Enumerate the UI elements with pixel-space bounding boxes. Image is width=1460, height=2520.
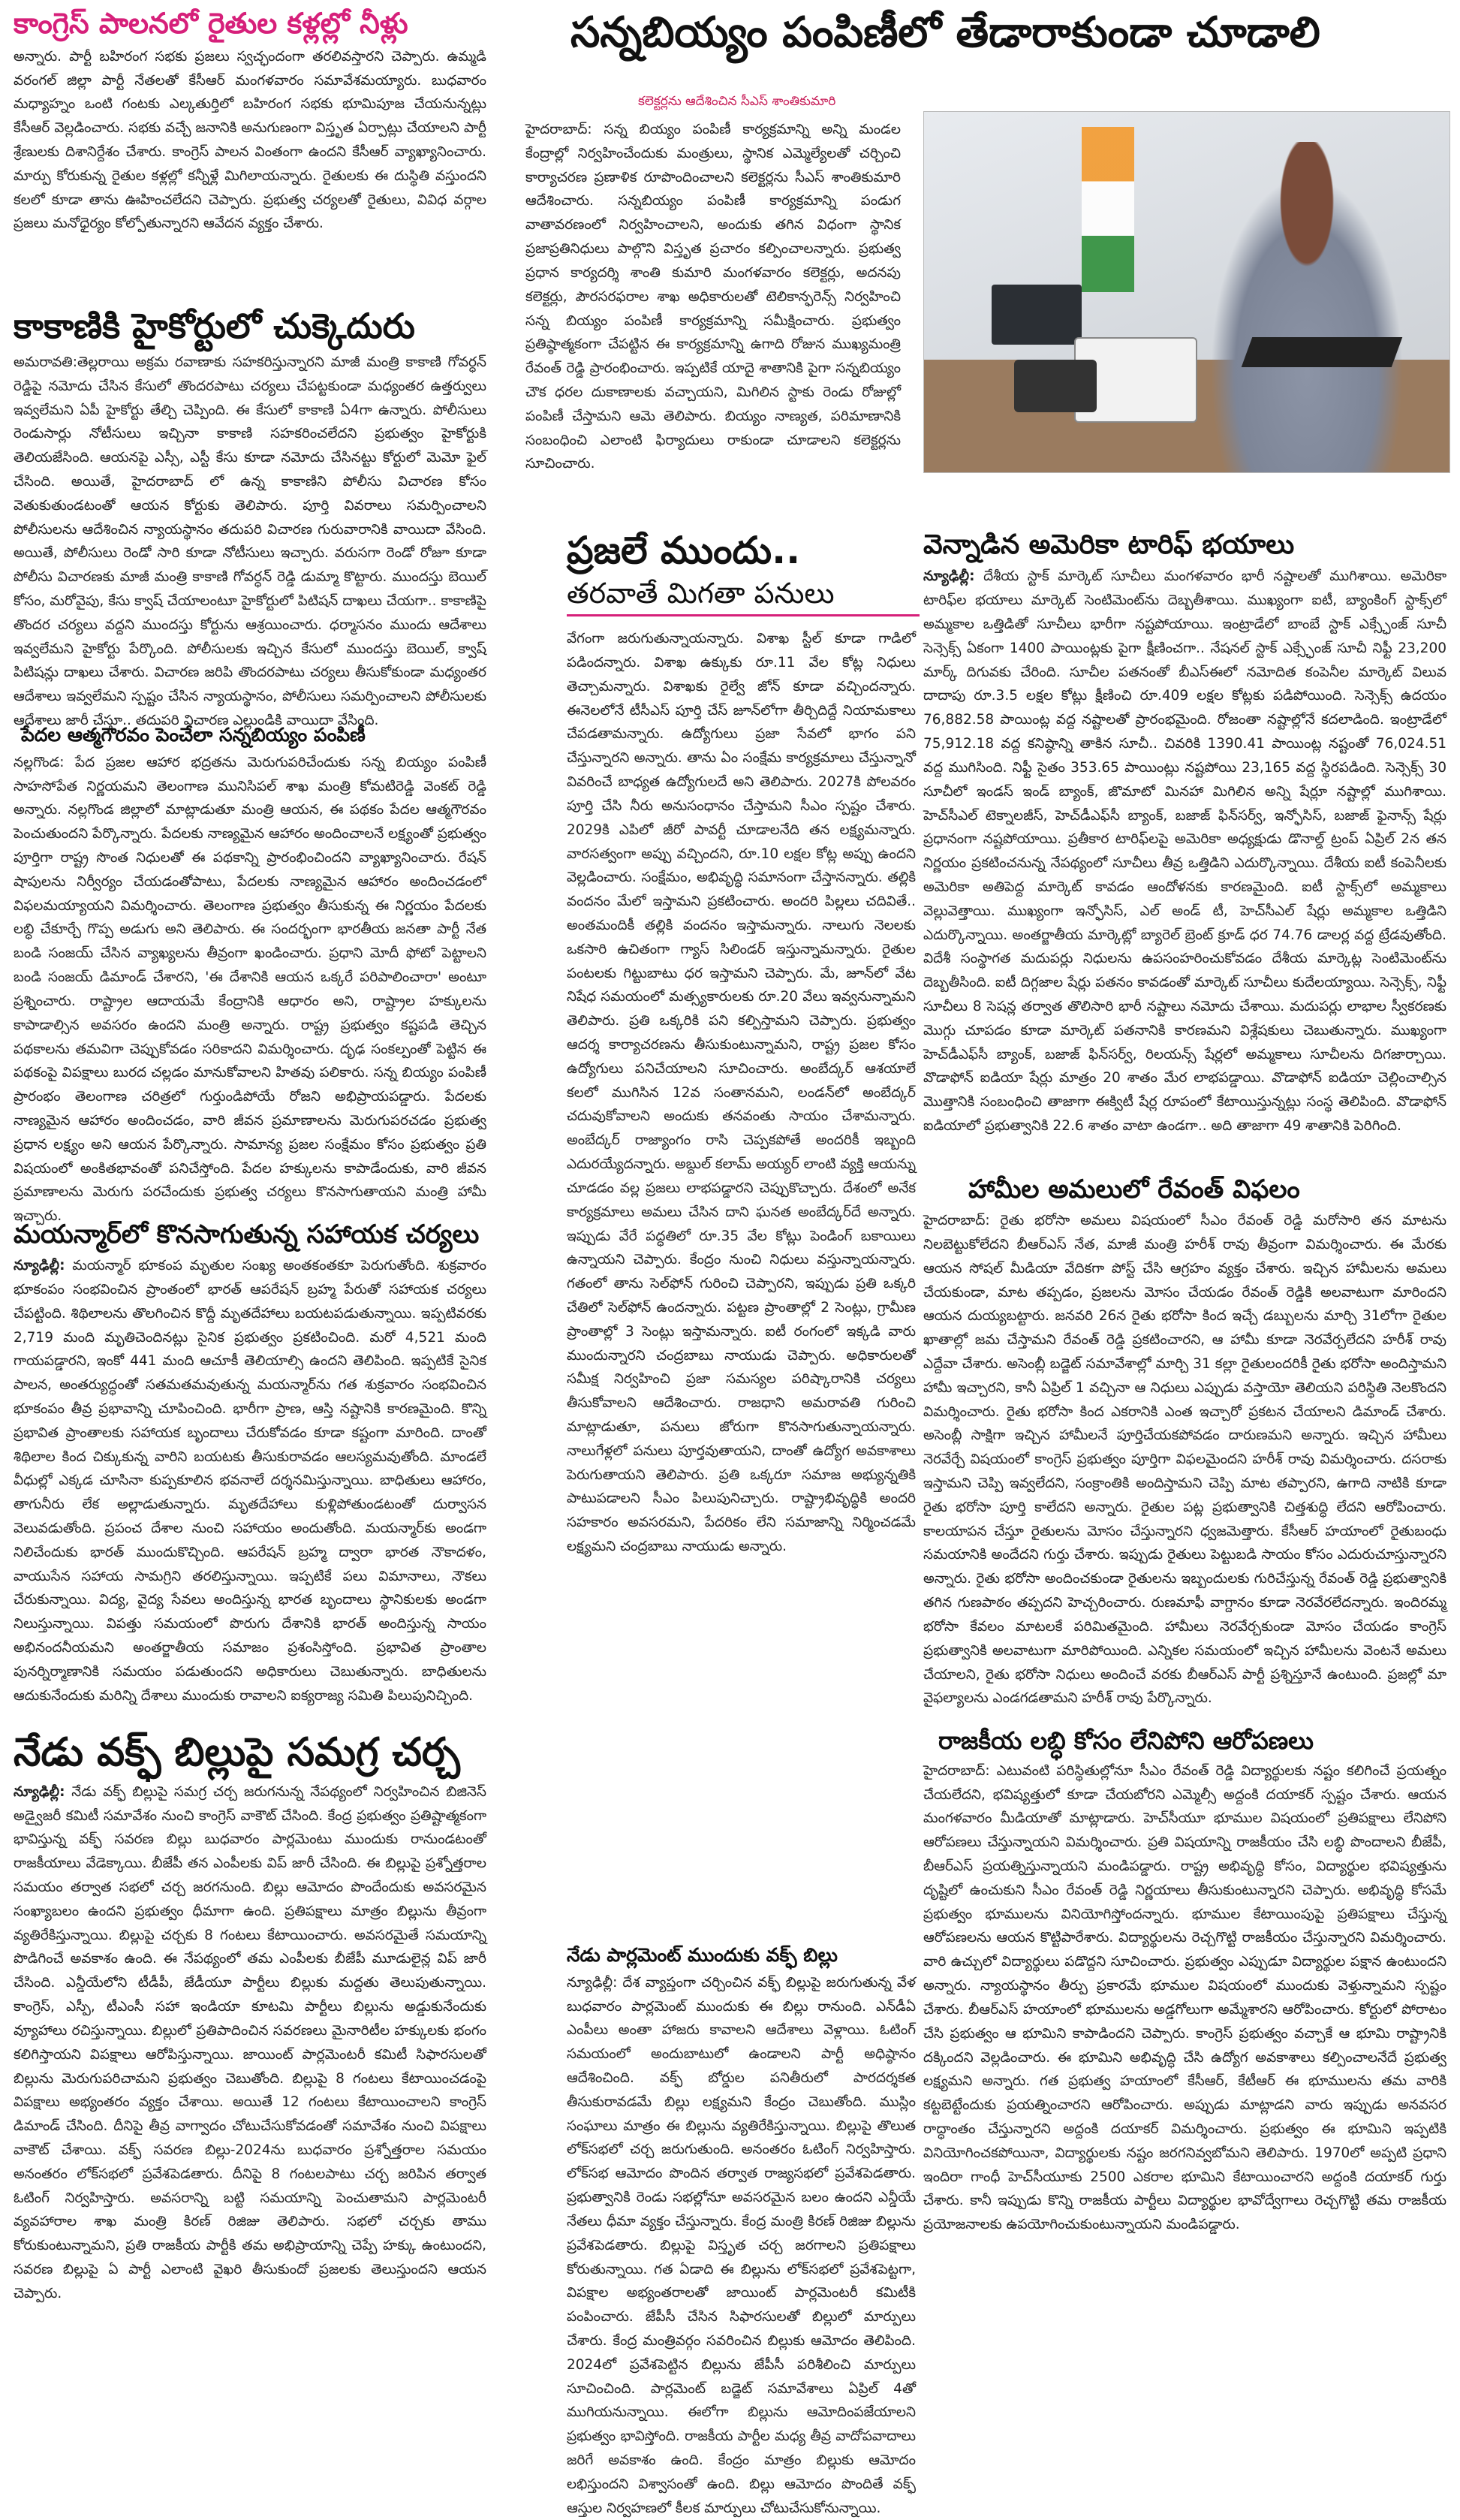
- article-headline: హామీల అమలులో రేవంత్ విఫలం: [968, 1174, 1300, 1204]
- right-column: [901, 0, 1446, 2267]
- article-dateline: న్యూఢిల్లీ:: [14, 1258, 65, 1274]
- article-kakani-highcourt: [14, 306, 486, 733]
- article-body: హైదరాబాద్: సన్న బియ్యం పంపిణీ కార్యక్రమాన్ని అన్ని మండల కేంద్రాల్లో నిర్వహించేందుకు మంత్రులు, స్థానిక ఎమ్మెల్యేలతో చర్చించి కార్యాచరణ ప్రణాళిక రూపొందించాలని కలెక్టర్లను సీఎస్ శాంతికుమారి ఆదేశించారు. సన్నబియ్యం పంపిణీ కార్యక్రమాన్ని పండుగ వాతావరణంలో నిర్వహించాలని, అందుకు తగిన విధంగా స్థానిక ప్రజాప్రతినిధులు పాల్గొని విస్తృత ప్రచారం కల్పించాలన్నారు. ప్రభుత్వ ప్రధాన కార్యదర్శి శాంతి కుమారి మంగళవారం కలెక్టర్లు, అదనపు కలెక్టర్లు, పౌరసరఫరాల శాఖ అధికారులతో టెలికాన్ఫరెన్స్ నిర్వహించి సన్న బియ్యం పంపిణీ కార్యక్రమాన్ని సమీక్షించారు. ప్రభుత్వం ప్రతిష్ఠాత్మకంగా చేపట్టిన ఈ కార్యక్రమాన్ని ఉగాది రోజున ముఖ్యమంత్రి రేవంత్ రెడ్డి ప్రారంభించారు. ఇప్పటికే యాదై శాతానికి పైగా సన్నబియ్యం చౌక ధరల దుకాణాలకు వచ్చాయని, మిగిలిన స్టాకు రెండు రోజుల్లో పంపిణీ చేస్తామని ఆమె తెలిపారు. బియ్యం నాణ్యత, పరిమాణానికి సంబంధించి ఎలాంటి ఫిర్యాదులు రాకుండా చూడాలని కలెక్టర్లను సూచించారు.: [525, 122, 901, 472]
- article-headline: రాజకీయ లబ్ధి కోసం లేనిపోని ఆరోపణలు: [938, 1726, 1314, 1755]
- article-body: హైదరాబాద్: రైతు భరోసా అమలు విషయంలో సీఎం రేవంత్ రెడ్డి మరోసారి తన మాటను నిలబెట్టుకోలేదని బీఆర్ఎస్ నేత, మాజీ మంత్రి హరీశ్ రావు తీవ్రంగా విమర్శించారు. ఈ మేరకు ఆయన సోషల్ మీడియా వేదికగా పోస్ట్ చేసి ఆగ్రహం వ్యక్తం చేశారు. ఇచ్చిన హామీలను అమలు చేయకుండా, మాట తప్పడం, ప్రజలను మోసం చేయడం రేవంత్ రెడ్డికి అలవాటుగా మారిందని ఆయన దుయ్యబట్టారు. జనవరి 26న రైతు భరోసా కింద ఇచ్చే డబ్బులను మార్చి 31లోగా రైతుల ఖాతాల్లో జమ చేస్తామని రేవంత్ రెడ్డి ప్రకటించారని, ఆ హామీ కూడా నెరవేర్చలేదని హరీశ్ రావు ఎద్దేవా చేశారు. అసెంబ్లీ బడ్జెట్ సమావేశాల్లో మార్చి 31 కల్లా రైతులందరికీ రైతు భరోసా అందిస్తామని హామీ ఇచ్చారని, కానీ ఏప్రిల్ 1 వచ్చినా ఆ నిధులు ఎప్పుడు వస్తాయో తెలియని పరిస్థితి నెలకొందని విమర్శించారు. రైతు భరోసా కింద ఎకరానికి ఎంత ఇచ్చారో ప్రకటన చేయాలని డిమాండ్ చేశారు. అసెంబ్లీ సాక్షిగా ఇచ్చిన హామీలనే పూర్తిచేయకపోవడం దారుణమని అన్నారు. ఇచ్చిన హామీలు నెరవేర్చే విషయంలో కాంగ్రెస్ ప్రభుత్వం పూర్తిగా విఫలమైందని హరీశ్ రావు విమర్శించారు. దసరాకు ఇస్తామని చెప్పి ఇవ్వలేదని, సంక్రాంతికి అందిస్తామని చెప్పి మాట తప్పారని, ఉగాది నాటికి కూడా రైతు భరోసా పూర్తి కాలేదని అన్నారు. రైతుల పట్ల ప్రభుత్వానికి చిత్తశుద్ధి లేదని ఆరోపించారు. కాలయాపన చేస్తూ రైతులను మోసం చేస్తున్నారని ధ్వజమెత్తారు. కేసీఆర్ హయాంలో రైతుబంధు సమయానికి అందేదని గుర్తు చేశారు. ఇప్పుడు రైతులు పెట్టుబడి సాయం కోసం ఎదురుచూస్తున్నారని అన్నారు. రైతు భరోసా అందించకుండా రైతులను ఇబ్బందులకు గురిచేస్తున్న రేవంత్ రెడ్డి ప్రభుత్వానికి తగిన గుణపాఠం తప్పదని హెచ్చరించారు. రుణమాఫీ వాగ్దానం కూడా నెరవేరలేదన్నారు. ఇందిరమ్మ భరోసా కేవలం మాటలకే పరిమితమైంది. హామీలు నెరవేర్చకుండా మోసం చేయడం కాంగ్రెస్ ప్రభుత్వానికి అలవాటుగా మారిపోయింది. ఎన్నికల సమయంలో ఇచ్చిన హామీలను వెంటనే అమలు చేయాలని, రైతు భరోసా నిధులు అందించే వరకు బీఆర్ఎస్ పార్టీ ప్రశ్నిస్తూనే ఉంటుంది. ప్రజల్లో మా వైఫల్యాలను ఎండగడతామని హరీశ్ రావు పేర్కొన్నారు.: [923, 1213, 1446, 1707]
- article-headline: నేడు వక్ఫ్ బిల్లుపై సమగ్ర చర్చ: [14, 1730, 460, 1775]
- article-headline: పేదల ఆత్మగౌరవం పెంచేలా సన్నబియ్యం పంపిణీ: [21, 724, 366, 746]
- article-text: మయన్మార్ భూకంప మృతుల సంఖ్య అంతకంతకూ పెరుగుతోంది. శుక్రవారం భూకంపం సంభవించిన ప్రాంతంలో భారత్ ఆపరేషన్ బ్రహ్మ పేరుతో సహాయక చర్యలు చేపట్టింది. శిథిలాలను తొలగించిన కొద్దీ మృతదేహాలు బయటపడుతున్నాయి. ఇప్పటివరకు 2,719 మంది మృతిచెందినట్లు సైనిక ప్రభుత్వం ప్రకటించింది. మరో 4,521 మంది గాయపడ్డారని, ఇంకో 441 మంది ఆచూకీ తెలియాల్సి ఉందని తెలిపింది. ఇప్పటికే సైనిక పాలన, అంతర్యుద్ధంతో సతమతమవుతున్న మయన్మార్‌ను గత శుక్రవారం సంభవించిన భూకంపం తీవ్ర ప్రభావాన్ని చూపించింది. భారీగా ప్రాణ, ఆస్తి నష్టానికి కారణమైంది. కొన్ని ప్రభావిత ప్రాంతాలకు సహాయక బృందాలు చేరుకోవడం కూడా కష్టంగా మారింది. దాంతో శిథిలాల కింద చిక్కుకున్న వారిని బయటకు తీసుకురావడం ఆలస్యమవుతోంది. మాండలే వీధుల్లో ఎక్కడ చూసినా కుప్పకూలిన భవనాలే దర్శనమిస్తున్నాయి. బాధితులు ఆహారం, తాగునీరు లేక అల్లాడుతున్నారు. మృతదేహాలు కుళ్లిపోతుండటంతో దుర్వాసన వెలువడుతోంది. ప్రపంచ దేశాల నుంచి సహాయం అందుతోంది. మయన్మార్‌కు అండగా నిలిచేందుకు భారత్ ముందుకొచ్చింది. ఆపరేషన్ బ్రహ్మ ద్వారా భారత నౌకాదళం, వాయుసేన సహాయ సామగ్రిని తరలిస్తున్నాయి. ఇప్పటికే పలు విమానాలు, నౌకలు చేరుకున్నాయి. విద్య, వైద్య సేవలు అందిస్తున్న భారత బృందాలు స్థానికులకు అండగా నిలుస్తున్నాయి. విపత్తు సమయంలో పొరుగు దేశానికి భారత్ అందిస్తున్న సాయం అభినందనీయమని అంతర్జాతీయ సమాజం ప్రశంసిస్తోంది. ప్రభావిత ప్రాంతాల పునర్నిర్మాణానికి సమయం పడుతుందని అధికారులు చెబుతున్నారు. బాధితులను ఆదుకునేందుకు మరిన్ని దేశాలు ముందుకు రావాలని ఐక్యరాజ్య సమితి పిలుపునిచ్చింది.: [14, 1258, 486, 1704]
- article-headline: వెన్నాడిన అమెరికా టారిఫ్ భయాలు: [923, 529, 1295, 560]
- article-body: నల్లగొండ: పేద ప్రజల ఆహార భద్రతను మెరుగుపరిచేందుకు సన్న బియ్యం పంపిణీ సాహసోపేత నిర్ణయమని తెలంగాణ మునిసిపల్ శాఖ మంత్రి కోమటిరెడ్డి వెంకట్ రెడ్డి అన్నారు. నల్లగొండ జిల్లాలో మాట్లాడుతూ మంత్రి ఆయన, ఈ పథకం పేదల ఆత్మగౌరవం పెంచుతుందని పేర్కొన్నారు. పేదలకు నాణ్యమైన ఆహారం అందించాలనే లక్ష్యంతో ప్రభుత్వం పూర్తిగా రాష్ట్ర సొంత నిధులతో ఈ పథకాన్ని ప్రారంభించిందని వ్యాఖ్యానించారు. రేషన్ షాపులను నిర్వీర్యం చేయడంతోపాటు, పేదలకు నాణ్యమైన ఆహారం అందించడంలో విఫలమయ్యాయని విమర్శించారు. తెలంగాణ ప్రభుత్వం తీసుకున్న ఈ నిర్ణయం పేదలకు లబ్ధి చేకూర్చే గొప్ప అడుగు అని తెలిపారు. ఈ సందర్భంగా భారతీయ జనతా పార్టీ నేత బండి సంజయ్ చేసిన వ్యాఖ్యలను తీవ్రంగా ఖండించారు. ప్రధాని మోదీ ఫోటో పెట్టాలని బండి సంజయ్ డిమాండ్ చేశారని, 'ఈ దేశానికి ఆయన ఒక్కరే పరిపాలించారా' అంటూ ప్రశ్నించారు. రాష్ట్రాల ఆదాయమే కేంద్రానికి ఆధారం అని, రాష్ట్రాల హక్కులను కాపాడాల్సిన అవసరం ఉందని మంత్రి అన్నారు. రాష్ట్ర ప్రభుత్వం కష్టపడి తెచ్చిన పథకాలను తమవిగా చెప్పుకోవడం సరికాదని విమర్శించారు. దృఢ సంకల్పంతో పెట్టిన ఈ పథకంపై విపక్షాలు బురద చల్లడం మానుకోవాలని హితవు పలికారు. సన్న బియ్యం పంపిణీ ప్రారంభం తెలంగాణ చరిత్రలో గుర్తుండిపోయే రోజని అభిప్రాయపడ్డారు. పేదలకు నాణ్యమైన ఆహారం అందించడం, వారి జీవన ప్రమాణాలను మెరుగుపరచడం ప్రభుత్వ ప్రధాన లక్ష్యం అని ఆయన పేర్కొన్నారు. సామాన్య ప్రజల సంక్షేమం కోసం ప్రభుత్వం ప్రతి విషయంలో అంకితభావంతో పనిచేస్తోంది. పేదల హక్కులను కాపాడేందుకు, వారి జీవన ప్రమాణాలను మెరుగు పరచేందుకు ప్రభుత్వ చర్యలు కొనసాగుతాయని మంత్రి హామీ ఇచ్చారు.: [14, 754, 486, 1225]
- article-subhead: తరవాతే మిగతా పనులు: [567, 576, 835, 610]
- article-us-tariff-fears: [923, 529, 1446, 1138]
- article-political-allegations: [923, 1727, 1446, 2237]
- article-dateline: న్యూఢిల్లీ:: [923, 568, 975, 585]
- article-people-first: [567, 529, 916, 1559]
- article-revanth-failed: [923, 1175, 1446, 1711]
- left-column: [14, 0, 486, 2301]
- article-fine-rice-dignity: [14, 725, 486, 1228]
- article-waqf-debate: [14, 1731, 486, 2306]
- article-farmers-tears: [14, 8, 486, 236]
- article-body: [923, 565, 1446, 1138]
- banner-headline: సన్నబియ్యం పంపిణీలో తేడారాకుండా చూడాలి: [570, 8, 1320, 57]
- article-body: న్యూఢిల్లీ: దేశ వ్యాప్తంగా చర్చించిన వక్ఫ్ బిల్లుపై జరుగుతున్న వేళ బుధవారం పార్లమెంట్ ముందుకు ఈ బిల్లు రానుంది. ఎన్‌డీఏ ఎంపీలు అంతా హాజరు కావాలని ఆదేశాలు వెళ్లాయి. ఓటింగ్ సమయంలో అందుబాటులో ఉండాలని పార్టీ అధిష్ఠానం ఆదేశించింది. వక్ఫ్ బోర్డుల పనితీరులో పారదర్శకత తీసుకురావడమే బిల్లు లక్ష్యమని కేంద్రం చెబుతోంది. ముస్లిం సంఘాలు మాత్రం ఈ బిల్లును వ్యతిరేకిస్తున్నాయి. బిల్లుపై తొలుత లోక్‌సభలో చర్చ జరుగుతుంది. అనంతరం ఓటింగ్ నిర్వహిస్తారు. లోక్‌సభ ఆమోదం పొందిన తర్వాత రాజ్యసభలో ప్రవేశపెడతారు. ప్రభుత్వానికి రెండు సభల్లోనూ అవసరమైన బలం ఉందని ఎన్డీయే నేతలు ధీమా వ్యక్తం చేస్తున్నారు. కేంద్ర మంత్రి కిరణ్ రిజిజు బిల్లును ప్రవేశపెడతారు. బిల్లుపై విస్తృత చర్చ జరగాలని ప్రతిపక్షాలు కోరుతున్నాయి. గత ఏడాది ఈ బిల్లును లోక్‌సభలో ప్రవేశపెట్టగా, విపక్షాల అభ్యంతరాలతో జాయింట్ పార్లమెంటరీ కమిటీకి పంపించారు. జేపీసీ చేసిన సిఫారసులతో బిల్లులో మార్పులు చేశారు. కేంద్ర మంత్రివర్గం సవరించిన బిల్లుకు ఆమోదం తెలిపింది. 2024లో ప్రవేశపెట్టిన బిల్లును జేపీసీ పరిశీలించి మార్పులు సూచించింది. పార్లమెంట్ బడ్జెట్ సమావేశాలు ఏప్రిల్ 4తో ముగియనున్నాయి. ఈలోగా బిల్లును ఆమోదింపజేయాలని ప్రభుత్వం భావిస్తోంది. రాజకీయ పార్టీల మధ్య తీవ్ర వాదోపవాదాలు జరిగే అవకాశం ఉంది. కేంద్రం మాత్రం బిల్లుకు ఆమోదం లభిస్తుందని విశ్వాసంతో ఉంది. బిల్లు ఆమోదం పొందితే వక్ఫ్ ఆస్తుల నిర్వహణలో కీలక మార్పులు చోటుచేసుకోనున్నాయి.: [567, 1974, 916, 2516]
- article-text: దేశీయ స్టాక్ మార్కెట్ సూచీలు మంగళవారం భారీ నష్టాలతో ముగిశాయి. అమెరికా టారిఫ్‌ల భయాలు మార్కెట్ సెంటిమెంట్‌ను దెబ్బతీశాయి. ముఖ్యంగా ఐటీ, బ్యాంకింగ్ స్టాక్స్‌లో అమ్మకాల ఒత్తిడితో సూచీలు భారీగా నష్టపోయాయి. ఇంట్రాడేలో బాంబే స్టాక్ ఎక్స్ఛేంజ్ సూచీ సెన్సెక్స్ ఏకంగా 1400 పాయింట్లకు పైగా క్షీణించగా.. నేషనల్ స్టాక్ ఎక్స్ఛేంజ్ సూచీ నిఫ్టీ 23,200 మార్క్ దిగువకు చేరింది. సూచీల పతనంతో బీఎస్‌ఈలో నమోదిత కంపెనీల మార్కెట్ విలువ దాదాపు రూ.3.5 లక్షల కోట్లు క్షీణించి రూ.409 లక్షల కోట్లకు పడిపోయింది. సెన్సెక్స్ ఉదయం 76,882.58 పాయింట్ల వద్ద నష్టాలతో ప్రారంభమైంది. రోజంతా నష్టాల్లోనే కదలాడింది. ఇంట్రాడేలో 75,912.18 వద్ద కనిష్ఠాన్ని తాకిన సూచీ.. చివరికి 1390.41 పాయింట్ల నష్టంతో 76,024.51 వద్ద ముగిసింది. నిఫ్టీ సైతం 353.65 పాయింట్లు నష్టపోయి 23,165 వద్ద స్థిరపడింది. సెన్సెక్స్ 30 సూచీలో ఇండస్ ఇండ్ బ్యాంక్, జొమాటో మినహా మిగిలిన అన్ని షేర్లూ నష్టాల్లో ముగిశాయి. హెచ్‌సీఎల్ టెక్నాలజీస్, హెచ్‌డీఎఫ్‌సీ బ్యాంక్, బజాజ్ ఫిన్‌సర్వ్, ఇన్ఫోసిస్, బజాజ్ ఫైనాన్స్ షేర్లు ప్రధానంగా నష్టపోయాయి. ప్రతీకార టారిఫ్‌లపై అమెరికా అధ్యక్షుడు డొనాల్డ్ ట్రంప్ ఏప్రిల్ 2న తన నిర్ణయం ప్రకటించనున్న నేపథ్యంలో సూచీలు తీవ్ర ఒత్తిడిని ఎదుర్కొన్నాయి. దేశీయ ఐటీ కంపెనీలకు అమెరికా అతిపెద్ద మార్కెట్ కావడం ఆందోళనకు కారణమైంది. ఐటీ స్టాక్స్‌లో అమ్మకాలు వెల్లువెత్తాయి. ముఖ్యంగా ఇన్ఫోసిస్, ఎల్ అండ్ టీ, హెచ్‌సీఎల్ షేర్లు అమ్మకాల ఒత్తిడిని ఎదుర్కొన్నాయి. అంతర్జాతీయ మార్కెట్లో బ్యారెల్ బ్రెంట్ క్రూడ్ ధర 74.76 డాలర్ల వద్ద ట్రేడవుతోంది. విదేశీ సంస్థాగత మదుపర్లు నిధులను ఉపసంహరించుకోవడం దేశీయ మార్కెట్ల సెంటిమెంట్‌ను దెబ్బతీసింది. ఐటీ దిగ్గజాల షేర్లు పతనం కావడంతో మార్కెట్ సూచీలు కుదేలయ్యాయి. సెన్సెక్స్, నిఫ్టీ సూచీలు 8 సెషన్ల తర్వాత తొలిసారి భారీ నష్టాలు నమోదు చేశాయి. మదుపర్లు లాభాల స్వీకరణకు మొగ్గు చూపడం కూడా మార్కెట్ పతనానికి కారణమని విశ్లేషకులు చెబుతున్నారు. ముఖ్యంగా హెచ్‌డీఎఫ్‌సీ బ్యాంక్, బజాజ్ ఫిన్‌సర్వ్, రిలయన్స్ షేర్లలో అమ్మకాలు సూచీలను దిగజార్చాయి. వొడాఫోన్ ఐడియా షేర్లు మాత్రం 20 శాతం మేర లాభపడ్డాయి. వొడాఫోన్ ఐడియా చెల్లించాల్సిన మొత్తానికి సంబంధించి తాజాగా ఈక్విటీ షేర్ల రూపంలో కేటాయిస్తున్నట్లు సంస్థ తెలిపింది. వొడాఫోన్ ఐడియాలో ప్రభుత్వానికి 22.6 శాతం వాటా ఉండగా.. అది తాజాగా 49 శాతానికి పెరిగింది.: [923, 568, 1446, 1135]
- article-body: అమరావతి:తెల్లరాయి అక్రమ రవాణాకు సహకరిస్తున్నారని మాజీ మంత్రి కాకాణి గోవర్ధన్ రెడ్డిపై నమోదు చేసిన కేసులో తొందరపాటు చర్యలు చేపట్టకుండా మధ్యంతర ఉత్తర్వులు ఇవ్వలేమని ఏపీ హైకోర్టు తేల్చి చెప్పింది. ఈ కేసులో కాకాణి ఏ4గా ఉన్నారు. పోలీసులు రెండుసార్లు నోటీసులు ఇచ్చినా కాకాణి సహకరించలేదని ప్రభుత్వం హైకోర్టుకి తెలియజేసింది. ఆయనపై ఎస్సీ, ఎస్టీ కేసు కూడా నమోదు చేసినట్టు కోర్టులో మెమో ఫైల్ చేసింది. అయితే, హైదరాబాద్ లో ఉన్న కాకాణిని పోలీసు విచారణ కోసం వెతుకుతుండటంతో ఆయన కోర్టుకు తెలిపారు. పూర్తి వివరాలు సమర్పించాలని పోలీసులను ఆదేశించిన న్యాయస్థానం తదుపరి విచారణ గురువారానికి వాయిదా వేసింది. అయితే, పోలీసులు రెండో సారి కూడా నోటీసులు ఇచ్చారు. వరుసగా రెండో రోజూ కూడా పోలీసు విచారణకు మాజీ మంత్రి కాకాణి గోవర్ధన్ రెడ్డి డుమ్మా కొట్టారు. ముందస్తు బెయిల్ కోసం, మరోవైపు, కేసు క్వాష్ చేయాలంటూ హైకోర్టులో పిటిషన్ దాఖలు చేయగా.. కాకాణిపై తొందర చర్యలు వద్దని ముందస్తు కోర్టును ఆశ్రయించారు. ధర్మాసనం ముందు ఆదేశాలు ఇవ్వలేమని హైకోర్టు పేర్కొంది. పోలీసులకు ఇచ్చిన కేసులో ముందస్తు బెయిల్, క్వాష్ పిటిషన్లు దాఖలు చేశారు. విచారణ జరిపి తొందరపాటు చర్యలు తీసుకోకుండా మధ్యంతర ఆదేశాలు ఇవ్వలేమని స్పష్టం చేసిన న్యాయస్థానం, పోలీసులు సమర్పించాలని పోలీసులకు ఆదేశాలు జారీ చేస్తూ.. తదుపరి విచారణ ఎల్లుండికి వాయిదా వేసింది.: [14, 354, 486, 729]
- article-text: నేడు వక్ఫ్ బిల్లుపై సమగ్ర చర్చ జరుగనున్న నేపథ్యంలో నిర్వహించిన బిజినెస్ అడ్వైజరీ కమిటీ సమావేశం నుంచి కాంగ్రెస్ వాకౌట్ చేసింది. కేంద్ర ప్రభుత్వం ప్రతిష్టాత్మకంగా భావిస్తున్న వక్ఫ్ సవరణ బిల్లు బుధవారం పార్లమెంటు ముందుకు రానుండటంతో రాజకీయాలు వేడెక్కాయి. బీజేపీ తన ఎంపీలకు విప్ జారీ చేసింది. ఈ బిల్లుపై ప్రశ్నోత్తరాల సమయం తర్వాత సభలో చర్చ జరగనుంది. బిల్లు ఆమోదం పొందేందుకు అవసరమైన సంఖ్యాబలం ఉందని ప్రభుత్వం ధీమాగా ఉంది. ప్రతిపక్షాలు మాత్రం బిల్లును తీవ్రంగా వ్యతిరేకిస్తున్నాయి. బిల్లుపై చర్చకు 8 గంటలు కేటాయించారు. అవసరమైతే సమయాన్ని పొడిగించే అవకాశం ఉంది. ఈ నేపథ్యంలో తమ ఎంపీలకు బీజేపీ మూడులైన్ల విప్ జారీ చేసింది. ఎన్డీయేలోని టీడీపీ, జేడీయూ పార్టీలు బిల్లుకు మద్దతు తెలుపుతున్నాయి. కాంగ్రెస్, ఎస్పీ, టీఎంసీ సహా ఇండియా కూటమి పార్టీలు బిల్లును అడ్డుకునేందుకు వ్యూహాలు రచిస్తున్నాయి. బిల్లులో ప్రతిపాదించిన సవరణలు మైనారిటీల హక్కులకు భంగం కలిగిస్తాయని విపక్షాలు ఆరోపిస్తున్నాయి. జాయింట్ పార్లమెంటరీ కమిటీ సిఫారసులతో బిల్లును మెరుగుపరిచామని ప్రభుత్వం చెబుతోంది. బిల్లుపై 8 గంటలు కేటాయించడంపై విపక్షాలు అభ్యంతరం వ్యక్తం చేశాయి. అయితే 12 గంటలు కేటాయించాలని కాంగ్రెస్ డిమాండ్ చేసింది. దీనిపై తీవ్ర వాగ్వాదం చోటుచేసుకోవడంతో సమావేశం నుంచి విపక్షాలు వాకౌట్ చేశాయి. వక్ఫ్ సవరణ బిల్లు-2024ను బుధవారం ప్రశ్నోత్తరాల సమయం అనంతరం లోక్‌సభలో ప్రవేశపెడతారు. దీనిపై 8 గంటలపాటు చర్చ జరిపిన తర్వాత ఓటింగ్ నిర్వహిస్తారు. అవసరాన్ని బట్టి సమయాన్ని పెంచుతామని పార్లమెంటరీ వ్యవహారాల శాఖ మంత్రి కిరణ్ రిజిజు తెలిపారు. సభలో చర్చకు తాము కోరుకుంటున్నామని, ప్రతి రాజకీయ పార్టీకి తమ అభిప్రాయాన్ని చెప్పే హక్కు ఉంటుందని, సవరణ బిల్లుపై ఏ పార్టీ ఎలాంటి వైఖరి తీసుకుందో ప్రజలకు తెలుస్తుందని ఆయన చెప్పారు.: [14, 1783, 486, 2301]
- article-headline: కాంగ్రెస్ పాలనలో రైతుల కళ్లల్లో నీళ్లు: [14, 7, 408, 40]
- article-dateline: న్యూఢిల్లీ:: [14, 1783, 65, 1800]
- article-kicker: కలెక్టర్లను ఆదేశించిన సీఎస్ శాంతికుమారి: [638, 94, 836, 109]
- article-waqf-parliament: [567, 1945, 916, 2520]
- article-headline: ప్రజలే ముందు..: [567, 529, 801, 572]
- article-headline: కాకాణికి హైకోర్టులో చుక్కెదురు: [14, 306, 415, 346]
- article-headline: నేడు పార్లమెంట్ ముందుకు వక్ఫ్ బిల్లు: [567, 1944, 838, 1966]
- middle-column: [525, 0, 916, 2516]
- article-fine-rice-distribution: [525, 94, 901, 476]
- article-body: వేగంగా జరుగుతున్నాయన్నారు. విశాఖ స్టీల్ కూడా గాడిలో పడిందన్నారు. విశాఖ ఉక్కుకు రూ.11 వేల కోట్ల నిధులు తెచ్చామన్నారు. విశాఖకు రైల్వే జోన్ కూడా వచ్చిందన్నారు. ఈనెలలోనే టీసీఎస్ పూర్తి చేస్ జూన్‌లోగా తీర్చిదిద్దే నియామకాలు చేపడతామన్నారు. ఉద్యోగులు ప్రజా సేవలో భాగం పని చేస్తున్నారని అన్నారు. తాను ఏం సంక్షేమ కార్యక్రమాలు చేస్తున్నానో వివరించే బాధ్యత ఉద్యోగులదే అని తెలిపారు. 2027కి పోలవరం పూర్తి చేసి నీరు అనుసంధానం చేస్తామని సీఎం స్పష్టం చేశారు. 2029కి ఎపిలో జీరో పావర్టీ చూడాలనేది తన లక్ష్యమన్నారు. వారసత్వంగా అప్పు వచ్చిందని, రూ.10 లక్షల కోట్ల అప్పు ఉందని వెల్లడించారు. సంక్షేమం, అభివృద్ధి సమానంగా చేస్తానన్నారు. తల్లికి వందనం మేలో ఇస్తామని ప్రకటించారు. అందరి పిల్లలు చదివితే.. అంతమందికీ తల్లికి వందనం ఇస్తామన్నారు. నాలుగు నెలలకు ఒకసారి ఉచితంగా గ్యాస్ సిలిండర్ ఇస్తున్నామన్నారు. రైతుల పంటలకు గిట్టుబాటు ధర ఇస్తామని చెప్పారు. మే, జూన్‌లో వేట నిషేధ సమయంలో మత్స్యకారులకు రూ.20 వేలు ఇవ్వనున్నామని తెలిపారు. ప్రతి ఒక్కరికి పని కల్పిస్తామని చెప్పారు. ప్రభుత్వం ఆదర్శ కార్యాచరణను తీసుకుంటున్నామని, రాష్ట్ర ప్రజల కోసం ఉద్యోగులు పనిచేయాలని సూచించారు. అంబేద్కర్ ఆశయాలే కలలో ముగిసిన 12వ సంతానమని, లండన్‌లో అంబేద్కర్ చదువుకోవాలని అందుకు తనవంతు సాయం చేశామన్నారు. అంబేద్కర్ రాజ్యాంగం రాసి చెప్పకపోతే అందరికీ ఇబ్బంది ఎదురయ్యేదన్నారు. అబ్దుల్ కలామ్ అయ్యర్ లాంటి వ్యక్తి ఆయన్ను చూడడం వల్ల ప్రజలు లాభపడ్డారని చెప్పుకొచ్చారు. దేశంలో అనేక కార్యక్రమాలు అమలు చేసిన దాని ఘనత అంబేద్కర్‌దే అన్నారు. ఇప్పుడు వేరే పద్ధతిలో రూ.35 వేల కోట్లు పెండింగ్ బకాయిలు ఉన్నాయని చెప్పారు. కేంద్రం నుంచి నిధులు వస్తున్నాయన్నారు. గతంలో తాను సెల్‌ఫోన్ గురించి చెప్పారని, ఇప్పుడు ప్రతి ఒక్కరి చేతిలో సెల్‌ఫోన్ ఉందన్నారు. పట్టణ ప్రాంతాల్లో 2 సెంట్లు, గ్రామీణ ప్రాంతాల్లో 3 సెంట్లు ఇస్తామన్నారు. ఐటీ రంగంలో ఇక్కడి వారు ముందున్నారని చంద్రబాబు నాయుడు చెప్పారు. అధికారులతో సమీక్ష నిర్వహించి ప్రజా సమస్యల పరిష్కారానికి చర్యలు తీసుకోవాలని ఆదేశించారు. రాజధాని అమరావతి గురించి మాట్లాడుతూ, పనులు జోరుగా కొనసాగుతున్నాయన్నారు. నాలుగేళ్లలో పనులు పూర్తవుతాయని, దాంతో ఉద్యోగ అవకాశాలు పెరుగుతాయని తెలిపారు. ప్రతి ఒక్కరూ సమాజ అభ్యున్నతికి పాటుపడాలని సీఎం పిలుపునిచ్చారు. రాష్ట్రాభివృద్ధికి అందరి సహకారం అవసరమని, పేదరికం లేని సమాజాన్ని నిర్మించడమే లక్ష్యమని చంద్రబాబు నాయుడు అన్నారు.: [567, 631, 916, 1555]
- article-body: హైదరాబాద్: ఎటువంటి పరిస్థితుల్లోనూ సీఎం రేవంత్ రెడ్డి విద్యార్థులకు నష్టం కలిగించే ప్రయత్నం చేయలేదని, భవిష్యత్తులో కూడా చేయబోరని ఎమ్మెల్సీ అద్దంకి దయాకర్ స్పష్టం చేశారు. ఆయన మంగళవారం మీడియాతో మాట్లాడారు. హెచ్‌సీయూ భూముల విషయంలో ప్రతిపక్షాలు లేనిపోని ఆరోపణలు చేస్తున్నాయని విమర్శించారు. ప్రతి విషయాన్ని రాజకీయం చేసి లబ్ధి పొందాలని బీజేపీ, బీఆర్ఎస్ ప్రయత్నిస్తున్నాయని మండిపడ్డారు. రాష్ట్ర అభివృద్ధి కోసం, విద్యార్థుల భవిష్యత్తును దృష్టిలో ఉంచుకుని సీఎం రేవంత్ రెడ్డి నిర్ణయాలు తీసుకుంటున్నారని చెప్పారు. అభివృద్ధి కోసమే ప్రభుత్వం భూములను వినియోగిస్తోందన్నారు. భూముల కేటాయింపుపై ప్రతిపక్షాలు చేస్తున్న ఆరోపణలను ఆయన కొట్టిపారేశారు. విద్యార్థులను రెచ్చగొట్టి రాజకీయం చేస్తున్నారని విమర్శించారు. వారి ఉచ్చులో విద్యార్థులు పడొద్దని సూచించారు. ప్రభుత్వం ఎప్పుడూ విద్యార్థుల పక్షాన ఉంటుందని అన్నారు. న్యాయస్థానం తీర్పు ప్రకారమే భూముల విషయంలో ముందుకు వెళ్తున్నామని స్పష్టం చేశారు. బీఆర్ఎస్ హయాంలో భూములను అడ్డగోలుగా అమ్మేశారని ఆరోపించారు. కోర్టులో పోరాటం చేసి ప్రభుత్వం ఆ భూమిని కాపాడిందని చెప్పారు. కాంగ్రెస్ ప్రభుత్వం వచ్చాకే ఆ భూమి రాష్ట్రానికి దక్కిందని వెల్లడించారు. ఈ భూమిని అభివృద్ధి చేసి ఉద్యోగ అవకాశాలు కల్పించాలనేదే ప్రభుత్వ లక్ష్యమని అన్నారు. గత ప్రభుత్వ హయాంలో కేసీఆర్, కేటీఆర్ ఈ భూములను తమ వారికి కట్టబెట్టేందుకు ప్రయత్నించారని ఆరోపించారు. అప్పుడు మాట్లాడని వారు ఇప్పుడు అనవసర రాద్ధాంతం చేస్తున్నారని అద్దంకి దయాకర్ విమర్శించారు. ప్రభుత్వం ఈ భూమిని ఇప్పటికి వినియోగించకపోయినా, విద్యార్థులకు నష్టం జరగనివ్వబోమని తెలిపారు. 1970లో అప్పటి ప్రధాని ఇందిరా గాంధీ హెచ్‌సీయూకు 2500 ఎకరాల భూమిని కేటాయించారని అద్దంకి దయాకర్ గుర్తు చేశారు. కానీ ఇప్పుడు కొన్ని రాజకీయ పార్టీలు విద్యార్థుల భావోద్వేగాలు రెచ్చగొట్టి తమ రాజకీయ ప్రయోజనాలకు ఉపయోగించుకుంటున్నాయని మండిపడ్డారు.: [923, 1762, 1446, 2233]
- article-body: [14, 1780, 486, 2306]
- article-body: అన్నారు. పార్టీ బహిరంగ సభకు ప్రజలు స్వచ్ఛందంగా తరలివస్తారని చెప్పారు. ఉమ్మడి వరంగల్ జిల్లా పార్టీ నేతలతో కేసీఆర్ మంగళవారం సమావేశమయ్యారు. బుధవారం మధ్యాహ్నం ఒంటి గంటకు ఎల్కతుర్తిలో బహిరంగ సభకు భూమిపూజ చేయనున్నట్లు కేసీఆర్ వెల్లడించారు. సభకు వచ్చే జనానికి అనుగుణంగా విస్తృత ఏర్పాట్లు చేయాలని పార్టీ శ్రేణులకు దిశానిర్దేశం చేశారు. కాంగ్రెస్ పాలన వింతంగా ఉందని కేసీఆర్ వ్యాఖ్యానించారు. మార్పు కోరుకున్న రైతుల కళ్లల్లో కన్నీళ్లే మిగిలాయన్నారు. రైతులకు ఈ దుస్థితి వస్తుందని కలలో కూడా తాను ఊహించలేదని చెప్పారు. ప్రభుత్వ చర్యలతో రైతులు, వివిధ వర్గాల ప్రజలు మనోధైర్యం కోల్పోతున్నారని ఆవేదన వ్యక్తం చేశారు.: [14, 48, 486, 232]
- article-myanmar-relief: [14, 1220, 486, 1708]
- subhead-rule: [567, 614, 920, 616]
- article-body: [14, 1254, 486, 1708]
- article-headline: మయన్మార్‌లో కొనసాగుతున్న సహాయక చర్యలు: [14, 1219, 480, 1249]
